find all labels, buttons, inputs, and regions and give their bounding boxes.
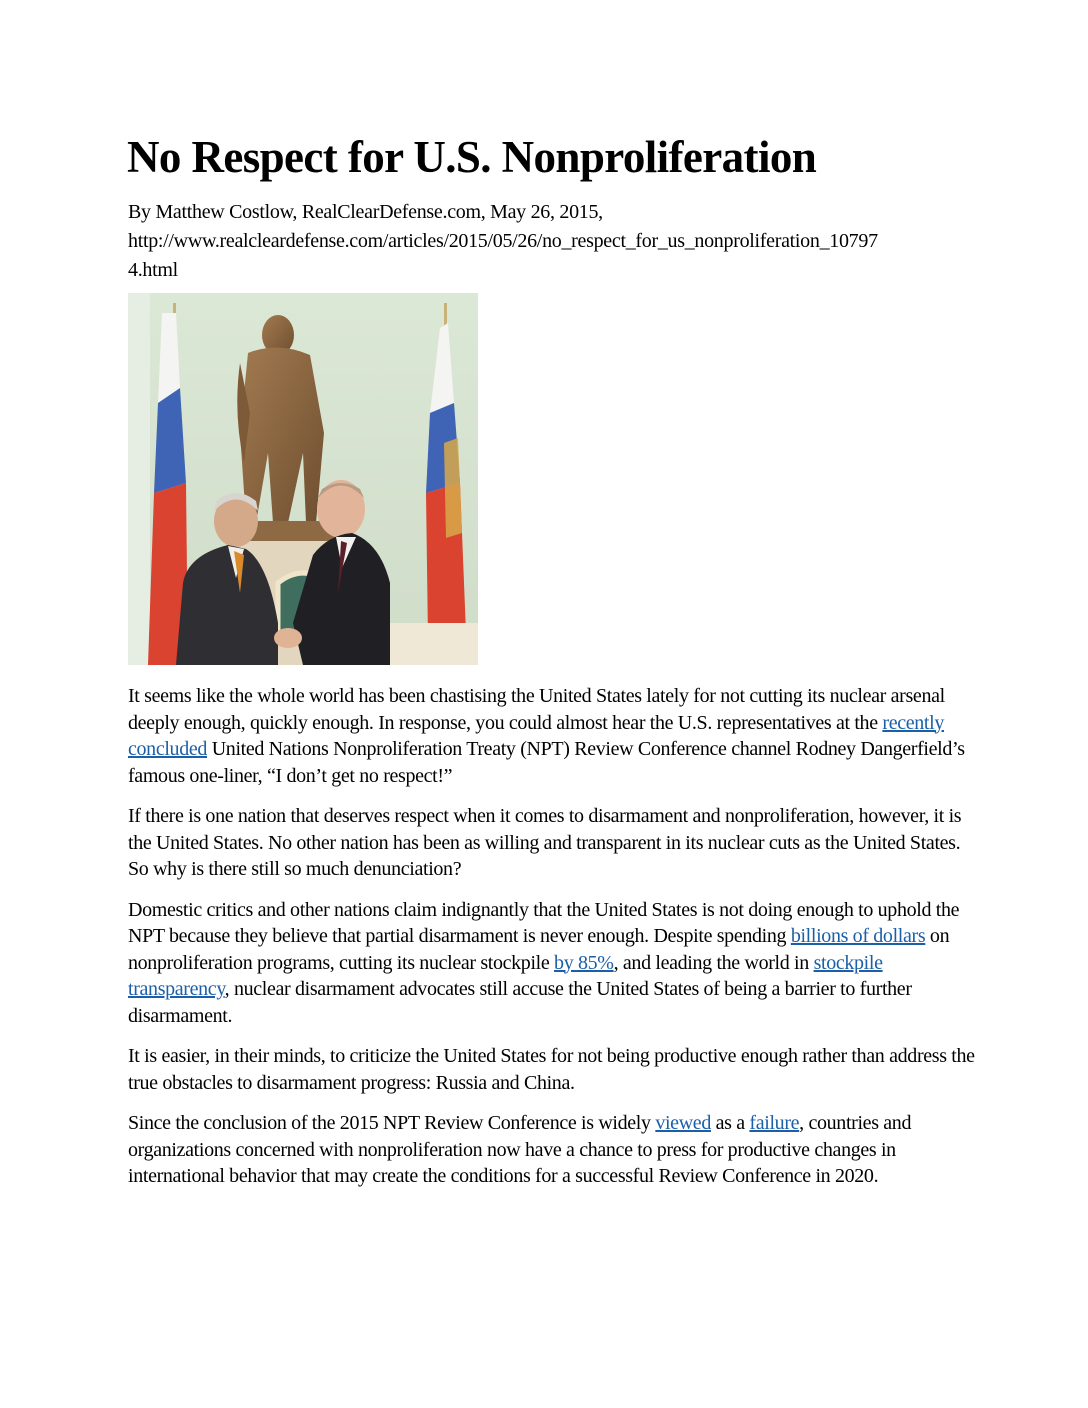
byline <box>128 198 978 285</box>
link-by-85-percent[interactable]: by 85% <box>554 951 614 974</box>
photo-illustration <box>128 293 478 665</box>
article-body <box>128 683 978 1204</box>
article-photo <box>128 293 478 665</box>
paragraph-text: , nuclear disarmament advocates still accuse the United States of being a barrier to further disarmament. <box>128 978 912 1027</box>
paragraph-2: If there is one nation that deserves respect when it comes to disarmament and nonproliferation, however, it is the United States. No other nation has been as willing and transparent in its nuclear cuts as the United States. So why is there still so much denunciation? <box>128 805 962 880</box>
paragraph-text: , and leading the world in <box>613 951 814 974</box>
paragraph-text: Since the conclusion of the 2015 NPT Review Conference is widely <box>128 1112 656 1134</box>
paragraph-text: , countries and organizations concerned with nonproliferation now have a chance to press for productive changes in international behavior that may create the conditions for a successful Review Conference in 2020. <box>128 1112 912 1187</box>
handshake <box>274 628 302 648</box>
article-title: No Respect for U.S. Nonproliferation <box>127 132 817 182</box>
link-billions-of-dollars[interactable]: billions of dollars <box>790 925 926 947</box>
paragraph-4: It is easier, in their minds, to criticize the United States for not being productive enough rather than address the true obstacles to disarmament progress: Russia and China. <box>128 1045 975 1094</box>
byline-author-source-date: By Matthew Costlow, RealClearDefense.com, May 26, 2015, <box>128 201 603 223</box>
paragraph-text: It seems like the whole world has been chastising the United States lately for not cutting its nuclear arsenal deeply enough, quickly enough. In response, you could almost hear the U.S. representatives at the <box>128 685 945 734</box>
paragraph-text: Domestic critics and other nations claim indignantly that the United States is not doing enough to uphold the NPT because they believe that partial disarmament is never enough. Despite spending <box>128 898 960 947</box>
paragraph-1 <box>128 683 978 789</box>
column <box>128 293 150 665</box>
byline-url-continued: 4.html <box>128 259 178 281</box>
link-viewed[interactable]: viewed <box>655 1112 711 1134</box>
paragraph-text: as a <box>710 1112 750 1134</box>
byline-url: http://www.realcleardefense.com/articles/2015/05/26/no_respect_for_us_nonproliferation_10797 <box>128 230 878 252</box>
paragraph-5 <box>128 1110 978 1190</box>
link-stockpile-transparency[interactable]: stockpile transparency <box>128 951 883 1000</box>
paragraph-text: United Nations Nonproliferation Treaty (NPT) Review Conference channel Rodney Dangerfield’s famous one-liner, “I don’t get no respect!” <box>128 738 965 787</box>
paragraph-text: on nonproliferation programs, cutting its nuclear stockpile <box>128 925 950 974</box>
link-recently-concluded[interactable]: recently concluded <box>128 711 944 760</box>
paragraph-3 <box>128 897 978 1030</box>
link-failure[interactable]: failure <box>749 1112 800 1134</box>
